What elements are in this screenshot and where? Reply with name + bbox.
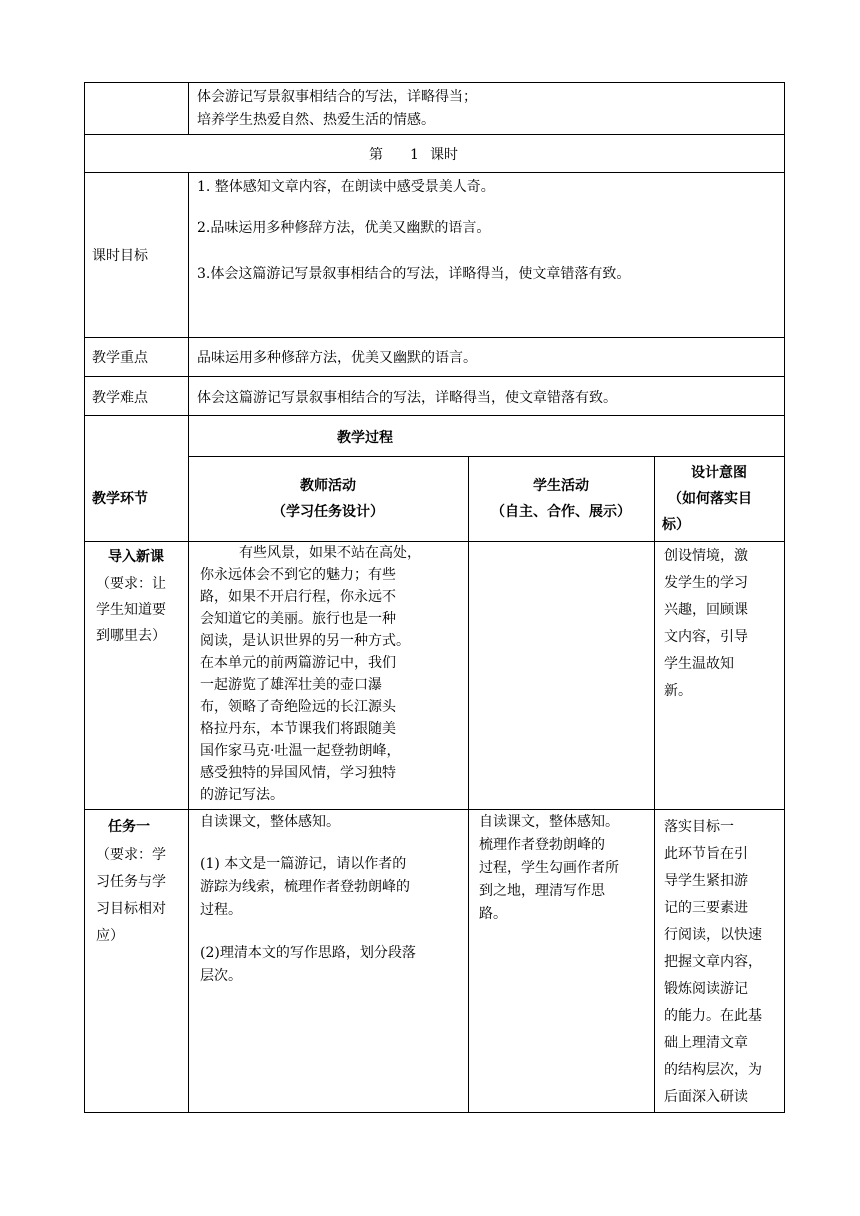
row2-intent-line: 锻炼阅读游记: [664, 981, 748, 997]
row2-teacher-task-2: 层次。: [200, 968, 242, 984]
row1-intent-line: 发学生的学习: [664, 575, 748, 591]
row2-teacher-intro: 自读课文，整体感知。: [200, 814, 340, 830]
key-point-text: 品味运用多种修辞方法，优美又幽默的语言。: [197, 350, 477, 366]
row1-stage-note-3: 到哪里去）: [96, 628, 166, 644]
row2-intent-line: 导学生紧扣游: [664, 873, 748, 889]
difficulty-text: 体会这篇游记写景叙事相结合的写法，详略得当，使文章错落有致。: [197, 390, 617, 406]
objectives-label: 课时目标: [92, 248, 148, 264]
row1-teacher-line: 的游记写法。: [200, 787, 284, 803]
row1-teacher-line: 阅读，是认识世界的另一种方式。: [200, 633, 410, 649]
row2-stage-note-2: 习任务与学: [96, 874, 166, 890]
objective-item-1: 1. 整体感知文章内容，在朗读中感受景美人奇。: [197, 179, 495, 195]
row1-teacher-line: 路，如果不开启行程，你永远不: [200, 589, 396, 605]
header-student-line-1: 学生活动: [533, 478, 589, 494]
row1-stage-title: 导入新课: [108, 549, 164, 565]
key-point-label: 教学重点: [92, 350, 148, 366]
row1-intent-line: 文内容，引导: [664, 629, 748, 645]
top-cell-line-1: 体会游记写景叙事相结合的写法，详略得当；: [197, 89, 477, 105]
process-title: 教学过程: [337, 430, 393, 446]
row1-intent-line: 创设情境，激: [664, 548, 748, 564]
row2-teacher-task-2: (2)理清本文的写作思路，划分段落: [200, 945, 416, 961]
row1-teacher-line: 在本单元的前两篇游记中，我们: [200, 655, 396, 671]
row1-intent-line: 兴趣，回顾课: [664, 602, 748, 618]
row2-student-line: 路。: [479, 906, 507, 922]
row1-teacher-line: 格拉丹东，本节课我们将跟随美: [200, 721, 396, 737]
row2-intent-line: 落实目标一: [664, 819, 734, 835]
row2-stage-note-3: 习目标相对: [96, 901, 166, 917]
lesson-heading-unit: 课时: [430, 147, 458, 163]
header-intent-line-3: 标）: [662, 517, 690, 533]
lesson-heading-number: 1: [410, 147, 419, 163]
row2-teacher-task-1: (1) 本文是一篇游记，请以作者的: [200, 856, 407, 872]
top-cell-line-2: 培养学生热爱自然、热爱生活的情感。: [197, 112, 435, 128]
row1-intent-line: 新。: [664, 683, 692, 699]
row2-intent-line: 的结构层次，为: [664, 1062, 762, 1078]
row2-stage-title: 任务一: [108, 819, 150, 835]
row2-student-line: 梳理作者登勃朗峰的: [479, 837, 605, 853]
header-intent-line-2: （如何落实目: [668, 491, 752, 507]
row1-teacher-line: 感受独特的异国风情，学习独特: [200, 765, 396, 781]
row2-teacher-task-1: 游踪为线索，梳理作者登勃朗峰的: [200, 879, 410, 895]
row2-intent-line: 记的三要素进: [664, 900, 748, 916]
row2-student-line: 到之地，理清写作思: [479, 883, 605, 899]
header-intent-line-1: 设计意图: [691, 465, 747, 481]
row2-student-line: 过程，学生勾画作者所: [479, 860, 619, 876]
lesson-heading-first: 第: [369, 147, 383, 163]
row1-teacher-line: 你永远体会不到它的魅力；有些: [200, 567, 396, 583]
header-stage: 教学环节: [92, 491, 148, 507]
row1-teacher-line: 有些风景，如果不站在高处，: [239, 545, 421, 561]
header-teacher-line-1: 教师活动: [300, 478, 356, 494]
objective-item-2: 2.品味运用多种修辞方法，优美又幽默的语言。: [197, 220, 491, 236]
row1-teacher-line: 一起游览了雄浑壮美的壶口瀑: [200, 677, 382, 693]
row1-teacher-line: 布，领略了奇绝险远的长江源头: [200, 699, 396, 715]
difficulty-label: 教学难点: [92, 390, 148, 406]
row2-intent-line: 行阅读，以快速: [664, 927, 762, 943]
row2-stage-note-4: 应）: [96, 928, 124, 944]
row2-student-line: 自读课文，整体感知。: [479, 814, 619, 830]
row1-intent-line: 学生温故知: [664, 656, 734, 672]
row1-teacher-line: 国作家马克·吐温一起登勃朗峰，: [200, 743, 401, 759]
row2-intent-line: 础上理清文章: [664, 1035, 748, 1051]
row1-stage-note-1: （要求：让: [96, 576, 166, 592]
header-teacher-line-2: （学习任务设计）: [272, 504, 384, 520]
row2-intent-line: 把握文章内容，: [664, 954, 762, 970]
row1-teacher-line: 会知道它的美丽。旅行也是一种: [200, 611, 396, 627]
row2-intent-line: 此环节旨在引: [664, 846, 748, 862]
header-student-line-2: （自主、合作、展示）: [491, 504, 631, 520]
row2-intent-line: 后面深入研读: [664, 1089, 748, 1105]
row2-teacher-task-1: 过程。: [200, 902, 242, 918]
row2-stage-note-1: （要求：学: [96, 847, 166, 863]
objective-item-3: 3.体会这篇游记写景叙事相结合的写法，详略得当，使文章错落有致。: [197, 266, 631, 282]
row2-intent-line: 的能力。在此基: [664, 1008, 762, 1024]
row1-stage-note-2: 学生知道要: [96, 602, 166, 618]
